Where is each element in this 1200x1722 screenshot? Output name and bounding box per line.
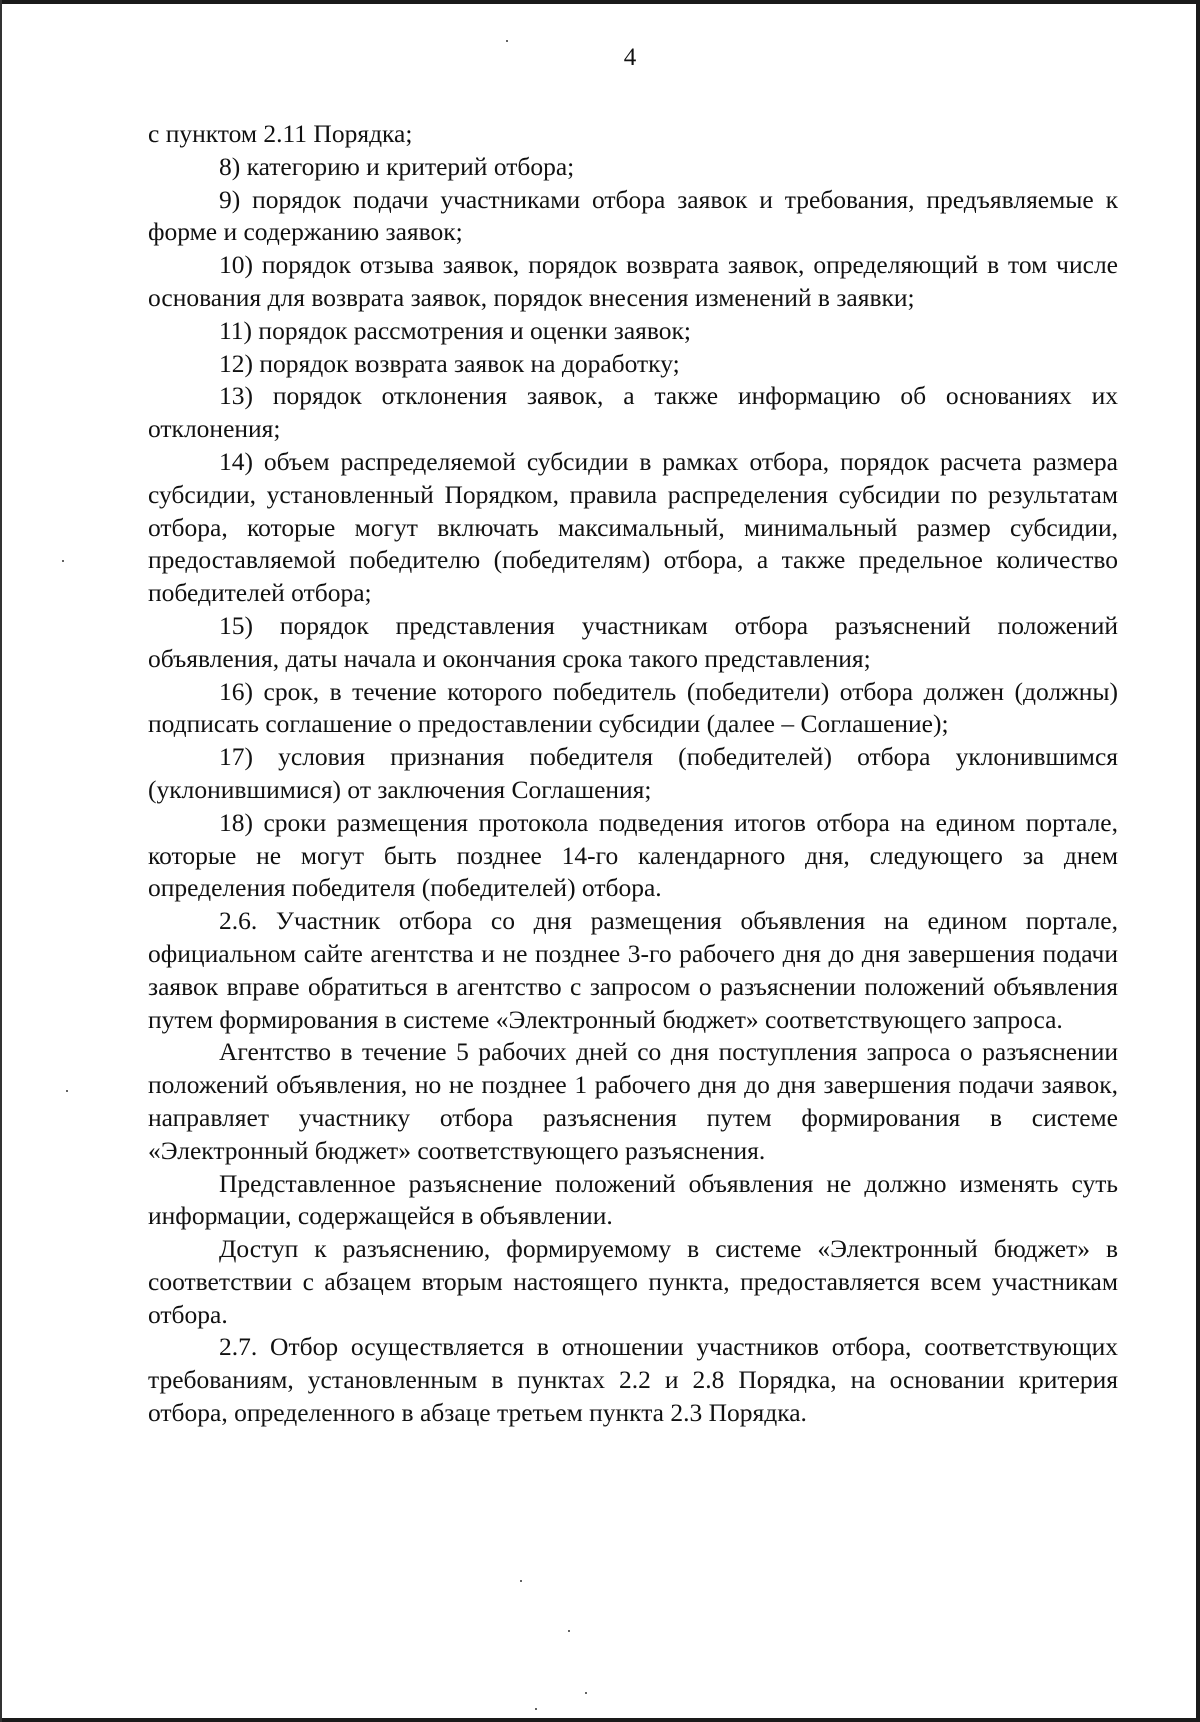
list-item-14: 14) объем распределяемой субсидии в рамках отбора, порядок расчета размера субсидии, установленный Порядком, правила распределения субсидии по результатам отбора, которые могут включать максимальный, минимальный размер субсидии, предоставляемой победителю (победителям) отбора, а также предельное количество победителей отбора;	[148, 446, 1118, 608]
list-item-15: 15) порядок представления участникам отбора разъяснений положений объявления, даты начала и окончания срока такого представления;	[148, 610, 1118, 673]
scan-speck	[506, 40, 508, 42]
paragraph-continuation: с пунктом 2.11 Порядка;	[148, 119, 413, 148]
clause-2-7: 2.7. Отбор осуществляется в отношении участников отбора, соответствующих требованиям, установленным в пунктах 2.2 и 2.8 Порядка, на основании критерия отбора, определенного в абзаце третьем пункта 2.3 Порядка.	[148, 1332, 1118, 1428]
clause-2-6-paragraph-3: Представленное разъяснение положений объявления не должно изменять суть информации, содержащейся в объявлении.	[148, 1168, 1118, 1231]
list-item-10: 10) порядок отзыва заявок, порядок возврата заявок, определяющий в том числе основания для возврата заявок, порядок внесения изменений в заявки;	[148, 250, 1118, 312]
clause-2-6: 2.6. Участник отбора со дня размещения объявления на едином портале, официальном сайте агентства и не позднее 3-го рабочего дня до дня завершения подачи заявок вправе обратиться в агентство с запросом о разъяснении положений объявления путем формирования в системе «Электронный бюджет» соответствующего запроса.	[148, 906, 1118, 1034]
list-item-9: 9) порядок подачи участниками отбора заявок и требования, предъявляемые к форме и содержанию заявок;	[148, 184, 1118, 247]
list-item-13: 13) порядок отклонения заявок, а также информацию об основаниях их отклонения;	[148, 381, 1118, 444]
list-item-11: 11) порядок рассмотрения и оценки заявок;	[219, 315, 691, 345]
document-body	[148, 118, 1118, 1430]
list-item-17: 17) условия признания победителя (победителей) отбора уклонившимся (уклонившимися) от заключения Соглашения;	[148, 742, 1118, 804]
scan-speck	[66, 1090, 68, 1092]
list-item-16: 16) срок, в течение которого победитель (победители) отбора должен (должны) подписать соглашение о предоставлении субсидии (далее – Соглашение);	[148, 676, 1118, 739]
page-number: 4	[623, 44, 637, 71]
scan-speck	[568, 1630, 570, 1632]
list-item-8: 8) категорию и критерий отбора;	[219, 151, 575, 181]
scan-speck	[585, 1692, 587, 1694]
clause-2-6-paragraph-2: Агентство в течение 5 рабочих дней со дня поступления запроса о разъяснении положений объявления, но не позднее 1 рабочего дня до дня завершения подачи заявок, направляет участнику отбора разъяснения путем формирования в системе «Электронный бюджет» соответствующего разъяснения.	[148, 1037, 1118, 1165]
scan-edge-bottom	[0, 1718, 1200, 1722]
scan-speck	[535, 1708, 537, 1710]
scan-edge-top	[0, 0, 1200, 4]
clause-2-6-paragraph-4: Доступ к разъяснению, формируемому в системе «Электронный бюджет» в соответствии с абзацем вторым настоящего пункта, предоставляется всем участникам отбора.	[148, 1234, 1118, 1329]
scan-speck	[520, 1580, 522, 1582]
scan-edge-left	[0, 0, 2, 1722]
scan-speck	[62, 560, 64, 562]
scan-edge-right	[1196, 0, 1200, 1722]
list-item-18: 18) сроки размещения протокола подведения итогов отбора на едином портале, которые не могут быть позднее 14-го календарного дня, следующего за днем определения победителя (победителей) отбора.	[148, 807, 1118, 903]
list-item-12: 12) порядок возврата заявок на доработку;	[219, 348, 680, 378]
